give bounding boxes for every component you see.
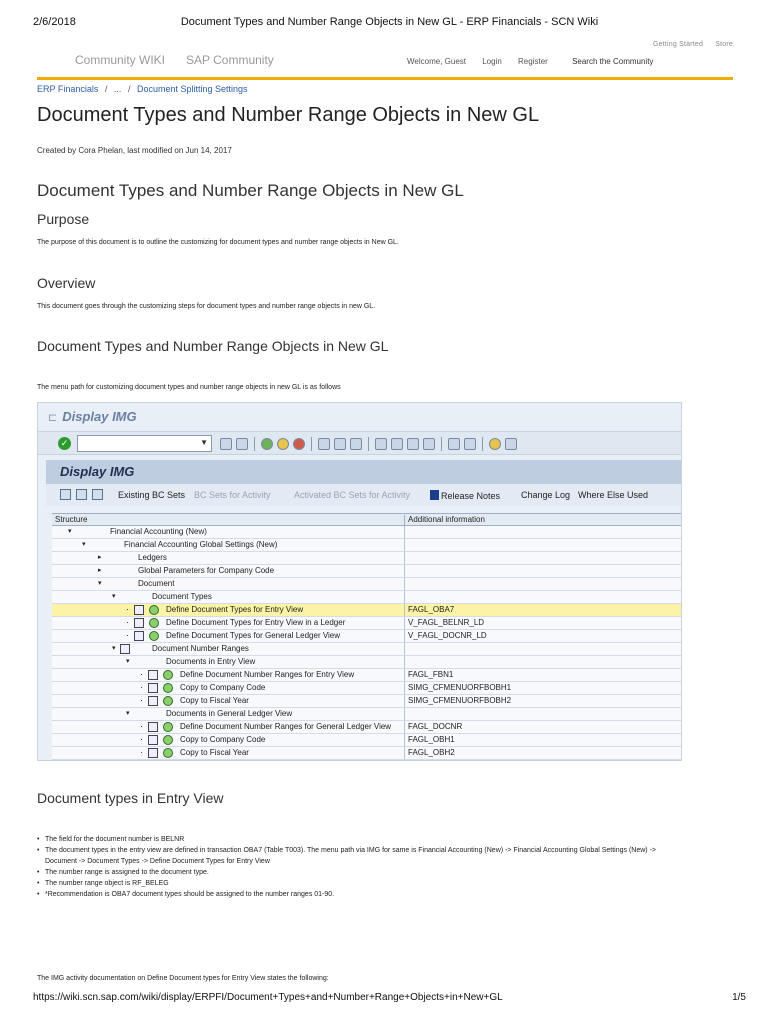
tree-row[interactable]: ▾ Document	[52, 578, 682, 591]
tree-row[interactable]: ▾ Financial Accounting Global Settings (New)	[52, 539, 682, 552]
search-community-link[interactable]: Search the Community	[572, 57, 654, 66]
expanded-arrow-icon[interactable]: ▾	[112, 593, 116, 600]
tree-row[interactable]: · Copy to Fiscal Year FAGL_OBH2	[52, 747, 682, 760]
find-icon[interactable]	[334, 438, 346, 450]
existing-bc-sets-button[interactable]: Existing BC Sets	[118, 490, 186, 500]
window-icon: ⊏	[48, 412, 58, 424]
expanded-arrow-icon[interactable]: ▾	[98, 580, 102, 587]
print-title: Document Types and Number Range Objects in New GL - ERP Financials - SCN Wiki	[180, 16, 599, 28]
documentation-icon[interactable]	[148, 683, 158, 693]
breadcrumb-separator: /	[127, 84, 131, 94]
community-wiki-link[interactable]: Community WIKI	[75, 53, 166, 67]
documentation-icon[interactable]	[134, 631, 144, 641]
print-url: https://wiki.scn.sap.com/wiki/display/ERPFI/Document+Types+and+Number+Range+Objects+in+New+GL	[33, 992, 503, 1003]
command-field[interactable]	[77, 435, 212, 452]
documentation-icon[interactable]	[148, 696, 158, 706]
expanded-arrow-icon[interactable]: ▾	[112, 645, 116, 652]
breadcrumb-erp-financials[interactable]: ERP Financials	[37, 84, 99, 94]
col-additional-info: Additional information	[404, 515, 485, 526]
save-icon[interactable]	[236, 438, 248, 450]
expanded-arrow-icon[interactable]: ▾	[126, 710, 130, 717]
sap-window-title: ⊏ Display IMG	[48, 409, 137, 424]
where-else-used-button[interactable]: Where Else Used	[578, 490, 649, 500]
top-navigation	[37, 38, 733, 80]
account-links	[407, 57, 667, 66]
sap-community-link[interactable]: SAP Community	[186, 53, 274, 67]
sap-screen-header	[46, 460, 681, 484]
tree-row[interactable]: ▸ Global Parameters for Company Code	[52, 565, 682, 578]
purpose-text: The purpose of this document is to outline the customizing for document types and number range objects in New GL.	[37, 239, 399, 246]
print-date: 2/6/2018	[33, 16, 76, 28]
img-activity-text: The IMG activity documentation on Define Document types for Entry View states the following:	[37, 975, 329, 982]
back-arrow-icon[interactable]	[220, 438, 232, 450]
hierarchy-icon[interactable]	[76, 489, 87, 500]
enter-check-icon[interactable]: ✓	[58, 437, 71, 450]
page-byline: Created by Cora Phelan, last modified on Jun 14, 2017	[37, 146, 232, 155]
overview-text: This document goes through the customizing steps for document types and number range objects in new GL.	[37, 303, 376, 310]
breadcrumb-separator: /	[104, 84, 108, 94]
exit-icon[interactable]	[277, 438, 289, 450]
collapsed-arrow-icon[interactable]: ▸	[98, 554, 102, 561]
execute-icon[interactable]	[163, 722, 173, 732]
execute-icon[interactable]	[149, 618, 159, 628]
welcome-text: Welcome, Guest	[407, 57, 466, 66]
system-toolbar-icons	[220, 436, 517, 452]
toolbar-separator	[482, 437, 483, 451]
page-title: Document Types and Number Range Objects in New GL	[37, 104, 540, 126]
execute-icon[interactable]	[149, 631, 159, 641]
filter-icon[interactable]	[60, 489, 71, 500]
shortcut-icon[interactable]	[464, 438, 476, 450]
store-link[interactable]: Store	[715, 41, 733, 48]
tree-row[interactable]: ▾ Document Types	[52, 591, 682, 604]
layout-menu-icon[interactable]	[505, 438, 517, 450]
first-page-icon[interactable]	[375, 438, 387, 450]
getting-started-link[interactable]: Getting Started	[653, 41, 704, 48]
release-notes-button[interactable]: Release Notes	[430, 490, 500, 501]
tree-row[interactable]: ▸ Ledgers	[52, 552, 682, 565]
execute-icon[interactable]	[163, 735, 173, 745]
section-heading-entry-view: Document types in Entry View	[37, 790, 224, 806]
bc-sets-activity-button[interactable]: BC Sets for Activity	[194, 490, 271, 500]
register-link[interactable]: Register	[518, 57, 548, 66]
collapsed-arrow-icon[interactable]: ▸	[98, 567, 102, 574]
tree-row[interactable]: ▾ Documents in General Ledger View	[52, 708, 682, 721]
list-item: • The number range object is RF_BELEG	[37, 878, 656, 889]
login-link[interactable]: Login	[482, 57, 502, 66]
toolbar-separator	[254, 437, 255, 451]
toolbar-separator	[441, 437, 442, 451]
expanded-arrow-icon[interactable]: ▾	[82, 541, 86, 548]
next-page-icon[interactable]	[407, 438, 419, 450]
cancel-icon[interactable]	[293, 438, 305, 450]
list-item: • The field for the document number is BELNR	[37, 834, 656, 845]
print-header	[33, 16, 746, 32]
tree-row[interactable]: ▾ Financial Accounting (New)	[52, 526, 682, 539]
section-heading-purpose: Purpose	[37, 211, 90, 227]
documentation-icon[interactable]	[148, 722, 158, 732]
img-structure-tree	[52, 513, 682, 760]
tree-row[interactable]: ▾ Documents in Entry View	[52, 656, 682, 669]
expanded-arrow-icon[interactable]: ▾	[68, 528, 72, 535]
documentation-icon[interactable]	[134, 618, 144, 628]
documentation-icon[interactable]	[148, 735, 158, 745]
tree-row[interactable]: ▾ Document Number Ranges	[52, 643, 682, 656]
sap-img-screenshot	[37, 402, 682, 761]
section-heading-doc-types: Document Types and Number Range Objects in New GL	[37, 181, 464, 200]
section-heading-doc-types-2: Document Types and Number Range Objects in New GL	[37, 338, 389, 354]
list-item: • *Recommendation is OBA7 document types should be assigned to the number ranges 01-90.	[37, 889, 656, 900]
print-page-number: 1/5	[732, 992, 746, 1003]
toolbar-separator	[368, 437, 369, 451]
tree-row-selected[interactable]: · Define Document Types for Entry View FAGL_OBA7	[52, 604, 682, 617]
previous-page-icon[interactable]	[391, 438, 403, 450]
col-structure: Structure	[55, 515, 88, 524]
sap-application-toolbar	[46, 484, 681, 506]
documentation-icon[interactable]	[120, 644, 130, 654]
execute-icon[interactable]	[163, 696, 173, 706]
screen-title: Display IMG	[60, 464, 135, 479]
documentation-icon[interactable]	[148, 748, 158, 758]
chevron-down-icon[interactable]: ▼	[200, 438, 208, 447]
entry-view-bullets	[37, 834, 656, 900]
tree-row[interactable]: · Copy to Company Code SIMG_CFMENUORFBOBH1	[52, 682, 682, 695]
back-icon[interactable]	[261, 438, 273, 450]
new-session-icon[interactable]	[448, 438, 460, 450]
execute-icon[interactable]	[163, 748, 173, 758]
last-page-icon[interactable]	[423, 438, 435, 450]
breadcrumb-document-splitting[interactable]: Document Splitting Settings	[136, 84, 248, 94]
menu-path-text: The menu path for customizing document types and number range objects in new GL is as follows	[37, 384, 341, 391]
execute-icon[interactable]	[149, 605, 159, 615]
utility-links	[643, 41, 733, 48]
breadcrumb	[37, 84, 252, 94]
section-heading-overview: Overview	[37, 275, 96, 291]
documentation-icon[interactable]	[148, 670, 158, 680]
tree-row[interactable]: · Define Document Number Ranges for Entry View FAGL_FBN1	[52, 669, 682, 682]
tree-row[interactable]: · Copy to Fiscal Year SIMG_CFMENUORFBOBH2	[52, 695, 682, 708]
list-item: • The document types in the entry view are defined in transaction OBA7 (Table T003). The menu path via IMG for same is Financial Accounting (New) -> Financial Accounting Global Settings (New) -> Document -> Document Types -> Define Document Types for Entry View	[37, 845, 656, 867]
print-icon[interactable]	[318, 438, 330, 450]
expand-icon[interactable]	[92, 489, 103, 500]
help-icon[interactable]	[489, 438, 501, 450]
toolbar-separator	[311, 437, 312, 451]
tree-row[interactable]: · Define Document Number Ranges for General Ledger View FAGL_DOCNR	[52, 721, 682, 734]
breadcrumb-ellipsis[interactable]: ...	[113, 84, 122, 94]
find-next-icon[interactable]	[350, 438, 362, 450]
activated-bc-sets-button[interactable]: Activated BC Sets for Activity	[294, 490, 411, 500]
tree-row[interactable]: · Copy to Company Code FAGL_OBH1	[52, 734, 682, 747]
sap-system-toolbar	[38, 431, 681, 455]
list-item: • The number range is assigned to the document type.	[37, 867, 656, 878]
release-notes-icon	[430, 490, 439, 500]
tree-row[interactable]: · Define Document Types for General Ledger View V_FAGL_DOCNR_LD	[52, 630, 682, 643]
execute-icon[interactable]	[163, 683, 173, 693]
tree-row[interactable]: · Define Document Types for Entry View in a Ledger V_FAGL_BELNR_LD	[52, 617, 682, 630]
execute-icon[interactable]	[163, 670, 173, 680]
expanded-arrow-icon[interactable]: ▾	[126, 658, 130, 665]
documentation-icon[interactable]	[134, 605, 144, 615]
change-log-button[interactable]: Change Log	[521, 490, 571, 500]
tree-header	[52, 513, 682, 526]
